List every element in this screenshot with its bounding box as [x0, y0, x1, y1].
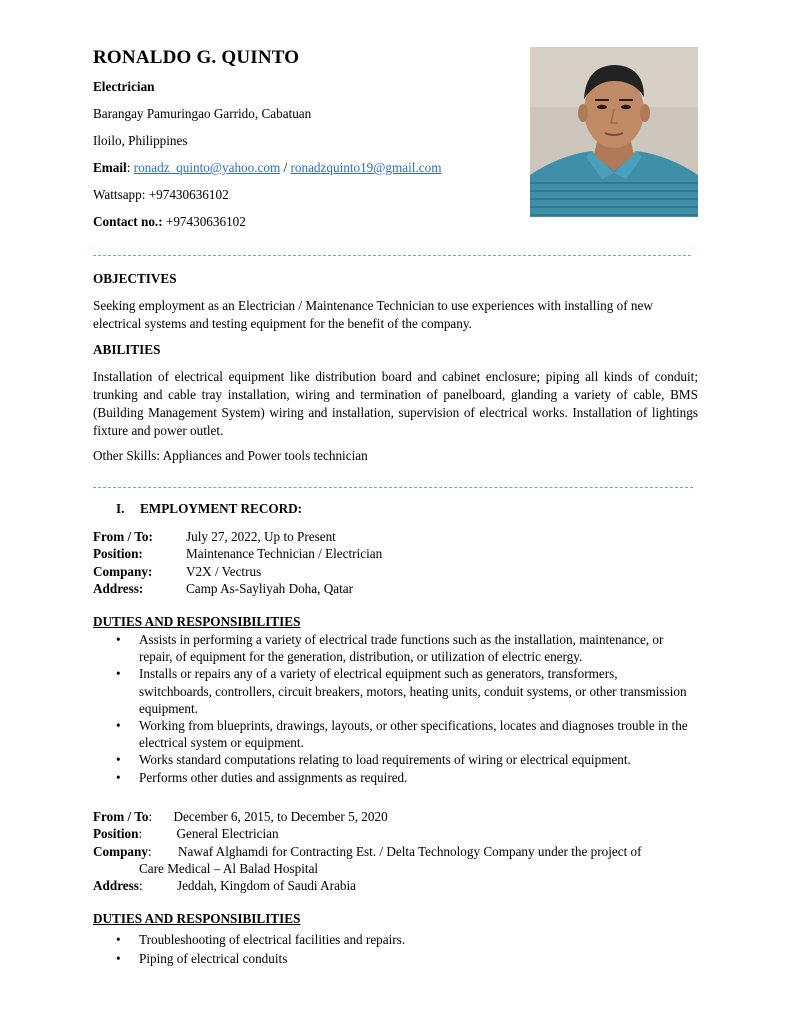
email-separator: / [280, 160, 291, 175]
duty-item: • Assists in performing a variety of electrical trade functions such as the installation, maintenance, or repair, of equipment for the generation, distribution, or utilization of electric energy. [93, 631, 693, 665]
job2-from-value: December 6, 2015, to December 5, 2020 [173, 809, 388, 824]
job1-from-label: From / To: [93, 529, 153, 544]
section-divider [93, 255, 691, 256]
duty-item: • Piping of electrical conduits [93, 949, 693, 968]
abilities-heading: ABILITIES [93, 342, 161, 357]
job2-from-label: From / To [93, 809, 149, 824]
job2-position-colon: : [138, 826, 143, 841]
job2-company-row [93, 844, 642, 860]
applicant-name: RONALDO G. QUINTO [93, 47, 300, 68]
job1-company-row [93, 564, 261, 580]
job2-address-colon: : [138, 878, 143, 893]
email-line [93, 160, 441, 176]
contact-label: Contact no.: [93, 214, 163, 229]
email-colon: : [126, 160, 134, 175]
contact-value: +97430636102 [162, 214, 246, 229]
portrait-illustration [530, 47, 698, 217]
job2-from-colon: : [148, 809, 153, 824]
duty-item: • Installs or repairs any of a variety of electrical equipment such as generators, transformers, switchboards, controllers, circuit breakers, motors, heating units, conduit systems, or other transmission equipment. [93, 665, 693, 717]
objectives-text: Seeking employment as an Electrician / Maintenance Technician to use experiences with installing of new electrical systems and testing equipment for the benefit of the company. [93, 298, 653, 331]
job1-from-row [93, 529, 336, 545]
job1-address-value: Camp As-Sayliyah Doha, Qatar [186, 581, 354, 596]
job2-duties-list [93, 930, 693, 968]
employment-numeral: I. [116, 501, 125, 516]
job1-position-value: Maintenance Technician / Electrician [186, 546, 383, 561]
job2-position-label: Position [93, 826, 139, 841]
job1-duties-heading: DUTIES AND RESPONSIBILITIES [93, 614, 301, 629]
job1-position-label: Position: [93, 546, 143, 561]
section-divider [93, 487, 693, 488]
other-skills: Other Skills: Appliances and Power tools technician [93, 448, 368, 463]
job1-address-row [93, 581, 353, 597]
job1-address-label: Address: [93, 581, 144, 596]
job2-position-row [93, 826, 279, 842]
email-label: Email [93, 160, 127, 175]
duty-item: • Works standard computations relating to load requirements of wiring or electrical equipment. [93, 751, 693, 768]
email-link-gmail[interactable]: ronadzquinto19@gmail.com [290, 160, 442, 175]
email-link-yahoo[interactable]: ronadz_quinto@yahoo.com [133, 160, 281, 175]
job1-from-value: July 27, 2022, Up to Present [186, 529, 336, 544]
applicant-photo [530, 47, 698, 217]
job2-address-label: Address [93, 878, 139, 893]
address-line-2: Iloilo, Philippines [93, 133, 188, 148]
job2-address-row [93, 878, 356, 894]
job1-company-value: V2X / Vectrus [186, 564, 262, 579]
job2-address-value: Jeddah, Kingdom of Saudi Arabia [176, 878, 357, 893]
job-title: Electrician [93, 79, 155, 94]
job1-position-row [93, 546, 382, 562]
objectives-heading: OBJECTIVES [93, 271, 177, 286]
job1-duties-list [93, 631, 693, 786]
job2-company-label: Company [93, 844, 148, 859]
job2-company-cont: Care Medical – Al Balad Hospital [139, 861, 319, 876]
whatsapp-line: Wattsapp: +97430636102 [93, 187, 229, 202]
duty-item: • Performs other duties and assignments as required. [93, 769, 693, 786]
address-line-1: Barangay Pamuringao Garrido, Cabatuan [93, 106, 312, 121]
employment-heading: EMPLOYMENT RECORD: [140, 501, 303, 516]
job2-duties-heading: DUTIES AND RESPONSIBILITIES [93, 911, 301, 926]
job2-from-row [93, 809, 388, 825]
job2-company-value: Nawaf Alghamdi for Contracting Est. / Delta Technology Company under the project of [177, 844, 642, 859]
job2-position-value: General Electrician [176, 826, 279, 841]
duty-item: • Working from blueprints, drawings, layouts, or other specifications, locates and diagnoses trouble in the electrical system or equipment. [93, 717, 693, 751]
job2-company-colon: : [147, 844, 152, 859]
job1-company-label: Company: [93, 564, 153, 579]
duty-item: • Troubleshooting of electrical facilities and repairs. [93, 930, 693, 949]
contact-line [93, 214, 246, 230]
abilities-text: Installation of electrical equipment like distribution board and cabinet enclosure; piping all kinds of conduit; trunking and cable tray installation, wiring and termination of panelboard, glanding a variety of cable, BMS (Building Management System) wiring and installation, supervision of electrical works. Installation of lightings fixture and power outlet. [93, 369, 698, 438]
